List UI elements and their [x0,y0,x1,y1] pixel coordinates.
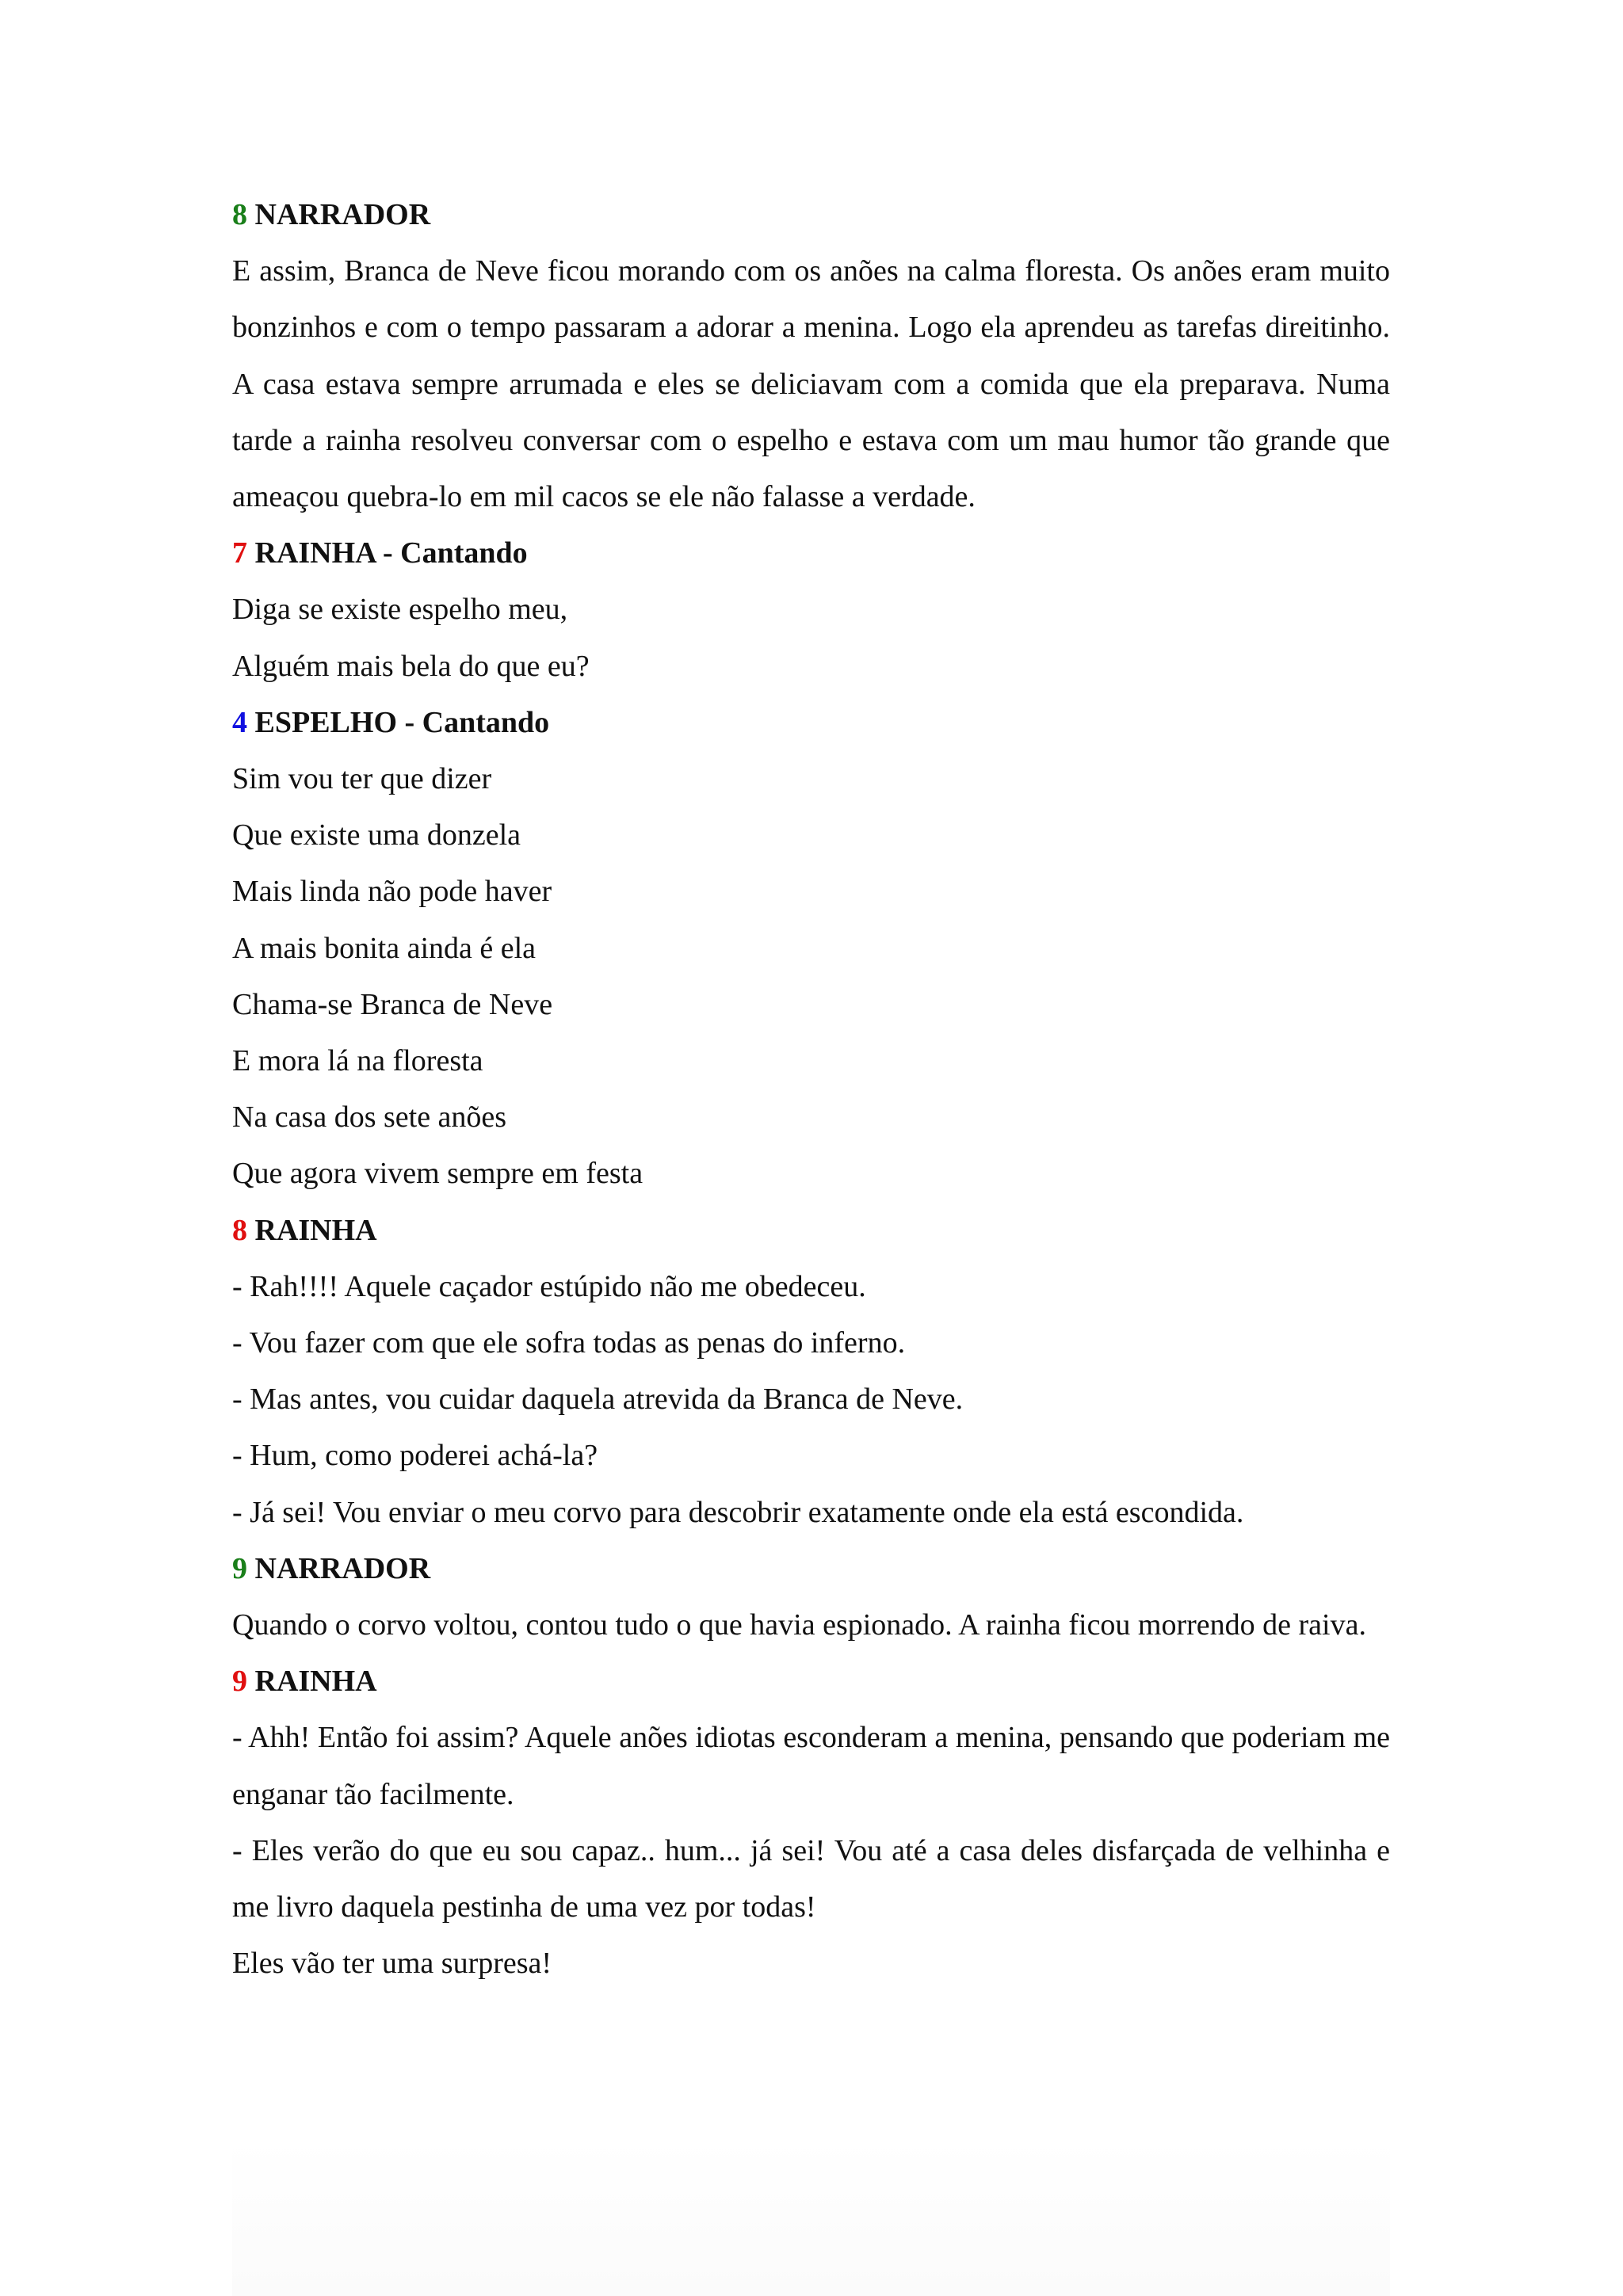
song-line: Diga se existe espelho meu, [232,593,568,627]
section-narrador-8 [232,187,1390,525]
narration-paragraph: Quando o corvo voltou, contou tudo o que havia espionado. A rainha ficou morrendo de raiva. [232,1608,1366,1642]
section-rainha-7 [232,525,1390,695]
dialogue-paragraph: - Ahh! Então foi assim? Aquele anões idiotas esconderam a menina, pensando que poderiam me enganar tão facilmente. [232,1721,1390,1811]
dialogue-line: - Vou fazer com que ele sofra todas as penas do inferno. [232,1326,906,1360]
song-line: Mais linda não pode haver [232,875,552,909]
song-line: E mora lá na floresta [232,1044,483,1078]
speaker-name: NARRADOR [254,198,431,231]
song-line: Na casa dos sete anões [232,1100,507,1135]
section-espelho-4 [232,695,1390,1203]
speaker-heading [232,525,1390,582]
speaker-name: ESPELHO - Cantando [254,705,550,739]
section-narrador-9 [232,1541,1390,1653]
cue-number: 9 [232,1665,247,1699]
speaker-heading [232,695,1390,751]
song-line: A mais bonita ainda é ela [232,931,537,965]
speaker-heading [232,1203,1390,1259]
dialogue-paragraph: - Eles verão do que eu sou capaz.. hum... já sei! Vou até a casa deles disfarçada de velhinha e me livro daquela pestinha de uma vez por todas! [232,1833,1390,1924]
speaker-name: RAINHA [254,1665,377,1699]
cue-number: 4 [232,705,247,739]
cue-number: 7 [232,536,247,570]
speaker-name: RAINHA [254,1213,377,1247]
song-line: Que agora vivem sempre em festa [232,1157,643,1191]
song-line: Sim vou ter que dizer [232,762,492,796]
song-line: Chama-se Branca de Neve [232,987,553,1021]
dialogue-line: - Já sei! Vou enviar o meu corvo para descobrir exatamente onde ela está escondida. [232,1495,1244,1529]
dialogue-line: Eles vão ter uma surpresa! [232,1947,552,1981]
cue-number: 8 [232,198,247,231]
speaker-heading [232,187,1390,243]
narration-paragraph: E assim, Branca de Neve ficou morando com os anões na calma floresta. Os anões eram muito bonzinhos e com o tempo passaram a adorar a menina. Logo ela aprendeu as tarefas direitinho. A casa estava sempre arrumada e eles se deliciavam com a comida que ela preparava. Numa tarde a rainha resolveu conversar com o espelho e estava com um mau humor tão grande que ameaçou quebra-lo em mil cacos se ele não falasse a verdade. [232,254,1390,514]
cue-number: 9 [232,1551,247,1585]
cue-number: 8 [232,1213,247,1247]
speaker-name: NARRADOR [254,1551,431,1585]
speaker-name: RAINHA - Cantando [254,536,528,570]
section-rainha-8 [232,1203,1390,1541]
song-line: Alguém mais bela do que eu? [232,649,590,683]
script-text [232,187,1390,1993]
dialogue-line: - Mas antes, vou cuidar daquela atrevida da Branca de Neve. [232,1383,964,1417]
section-rainha-9 [232,1653,1390,1992]
dialogue-line: - Hum, como poderei achá-la? [232,1439,598,1473]
song-line: Que existe uma donzela [232,818,521,852]
page-bottom-shade [232,2139,1390,2296]
speaker-heading [232,1653,1390,1710]
dialogue-line: - Rah!!!! Aquele caçador estúpido não me obedeceu. [232,1269,866,1303]
speaker-heading [232,1541,1390,1597]
